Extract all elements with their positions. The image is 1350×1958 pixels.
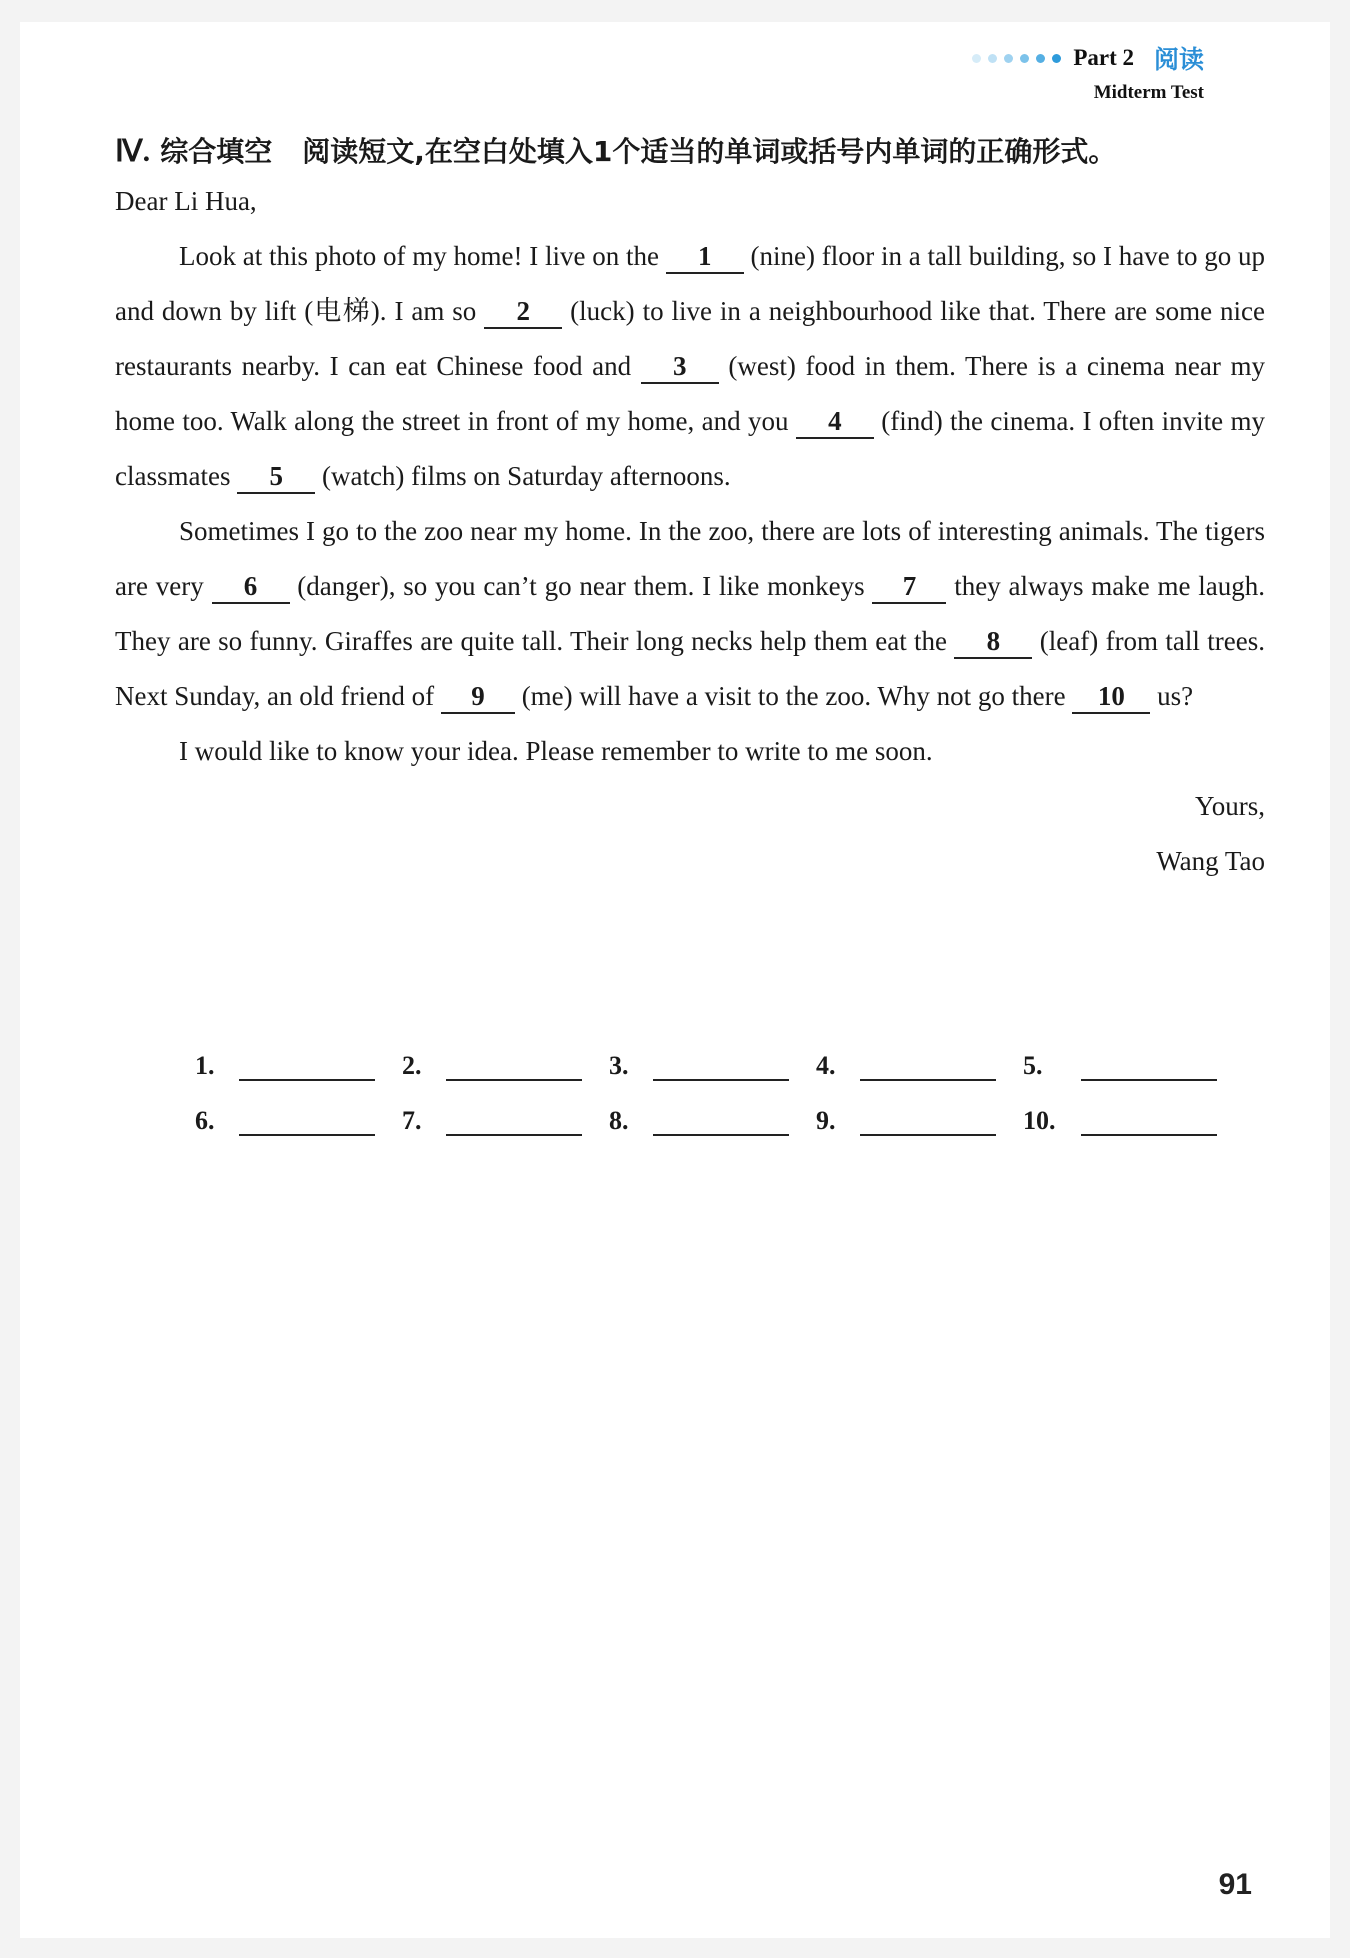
- part-chinese-label: 阅读: [1153, 45, 1204, 74]
- section-instruction: 阅读短文,在空白处填入1个适当的单词或括号内单词的正确形式。: [302, 135, 1117, 168]
- answer-label: 6.: [195, 1106, 215, 1135]
- answer-item: [816, 1051, 1023, 1081]
- answer-label: 9.: [816, 1106, 836, 1135]
- dot-icon: [972, 54, 981, 63]
- answer-label: 10.: [1023, 1106, 1056, 1135]
- paragraph-3: I would like to know your idea. Please remember to write to me soon.: [179, 736, 933, 766]
- blank-7: 7: [872, 570, 946, 604]
- answer-section: [195, 1026, 1255, 1136]
- text-span: Sometimes I go to the zoo near my home. In the zoo, there are lots of interesting animals. The tigers are very: [115, 516, 1265, 601]
- blank-2: 2: [484, 295, 562, 329]
- answer-line-4[interactable]: [860, 1055, 996, 1081]
- answer-label: 8.: [609, 1106, 629, 1135]
- answer-item: [402, 1106, 609, 1136]
- answer-item: [1023, 1051, 1230, 1081]
- blank-1: 1: [666, 240, 744, 274]
- answer-label: 1.: [195, 1051, 215, 1080]
- paragraph-2: [115, 504, 1265, 724]
- text-span: (west) food in them. There is a cinema near my home too. Walk along the street in front of my home, and you: [115, 351, 1266, 436]
- exercise-content: [115, 130, 1265, 889]
- answer-label: 2.: [402, 1051, 422, 1080]
- answer-item: [195, 1106, 402, 1136]
- section-title: 综合填空: [160, 135, 273, 168]
- letter-salutation: Dear Li Hua,: [115, 186, 257, 216]
- letter-body: [115, 174, 1265, 889]
- answer-label: 5.: [1023, 1051, 1043, 1080]
- text-span: they always make me laugh. They are so funny. Giraffes are quite tall. Their long necks help them eat the: [115, 571, 1265, 656]
- part-label: Part 2: [1073, 45, 1134, 70]
- blank-8: 8: [954, 625, 1032, 659]
- page-header: [972, 40, 1204, 104]
- page: [20, 22, 1330, 1938]
- answer-row: [195, 1026, 1255, 1081]
- text-span: (nine) floor in a tall building, so I have to go up and down by lift (电梯). I am so: [115, 241, 1265, 326]
- section-heading: [115, 130, 1265, 174]
- blank-5: 5: [237, 460, 315, 494]
- page-number: 91: [1218, 1868, 1252, 1901]
- letter-signature: Wang Tao: [1156, 846, 1265, 876]
- answer-item: [609, 1106, 816, 1136]
- dot-icon: [1004, 54, 1013, 63]
- answer-line-5[interactable]: [1081, 1055, 1217, 1081]
- header-subtitle: Midterm Test: [1093, 82, 1204, 103]
- answer-line-2[interactable]: [446, 1055, 582, 1081]
- answer-item: [195, 1051, 402, 1081]
- answer-line-9[interactable]: [860, 1110, 996, 1136]
- answer-item: [609, 1051, 816, 1081]
- text-span: (danger), so you can’t go near them. I like monkeys: [289, 571, 873, 601]
- text-span: (find) the cinema. I often invite my classmates: [115, 406, 1265, 491]
- dot-icon: [1036, 54, 1045, 63]
- answer-line-1[interactable]: [239, 1055, 375, 1081]
- answer-item: [1023, 1106, 1230, 1136]
- text-span: us?: [1150, 681, 1194, 711]
- blank-6: 6: [212, 570, 290, 604]
- text-span: (watch) films on Saturday afternoons.: [315, 461, 731, 491]
- blank-4: 4: [796, 405, 874, 439]
- answer-item: [402, 1051, 609, 1081]
- decorative-dots: [972, 54, 1061, 63]
- answer-label: 4.: [816, 1051, 836, 1080]
- answer-line-8[interactable]: [653, 1110, 789, 1136]
- answer-line-10[interactable]: [1081, 1110, 1217, 1136]
- paragraph-1: [115, 229, 1265, 504]
- section-number: Ⅳ.: [115, 135, 151, 168]
- text-span: (luck) to live in a neighbourhood like that. There are some nice restaurants nearby. I can eat Chinese food and: [115, 296, 1265, 381]
- answer-line-3[interactable]: [653, 1055, 789, 1081]
- answer-line-7[interactable]: [446, 1110, 582, 1136]
- answer-label: 7.: [402, 1106, 422, 1135]
- blank-3: 3: [641, 350, 719, 384]
- answer-line-6[interactable]: [239, 1110, 375, 1136]
- dot-icon: [1052, 54, 1061, 63]
- blank-10: 10: [1072, 680, 1150, 714]
- dot-icon: [988, 54, 997, 63]
- answer-label: 3.: [609, 1051, 629, 1080]
- dot-icon: [1020, 54, 1029, 63]
- answer-row: [195, 1081, 1255, 1136]
- text-span: Look at this photo of my home! I live on the: [179, 241, 666, 271]
- blank-9: 9: [441, 680, 515, 714]
- letter-closing: Yours,: [1194, 791, 1265, 821]
- answer-item: [816, 1106, 1023, 1136]
- text-span: (leaf) from tall trees. Next Sunday, an old friend of: [115, 626, 1265, 711]
- text-span: (me) will have a visit to the zoo. Why not go there: [514, 681, 1073, 711]
